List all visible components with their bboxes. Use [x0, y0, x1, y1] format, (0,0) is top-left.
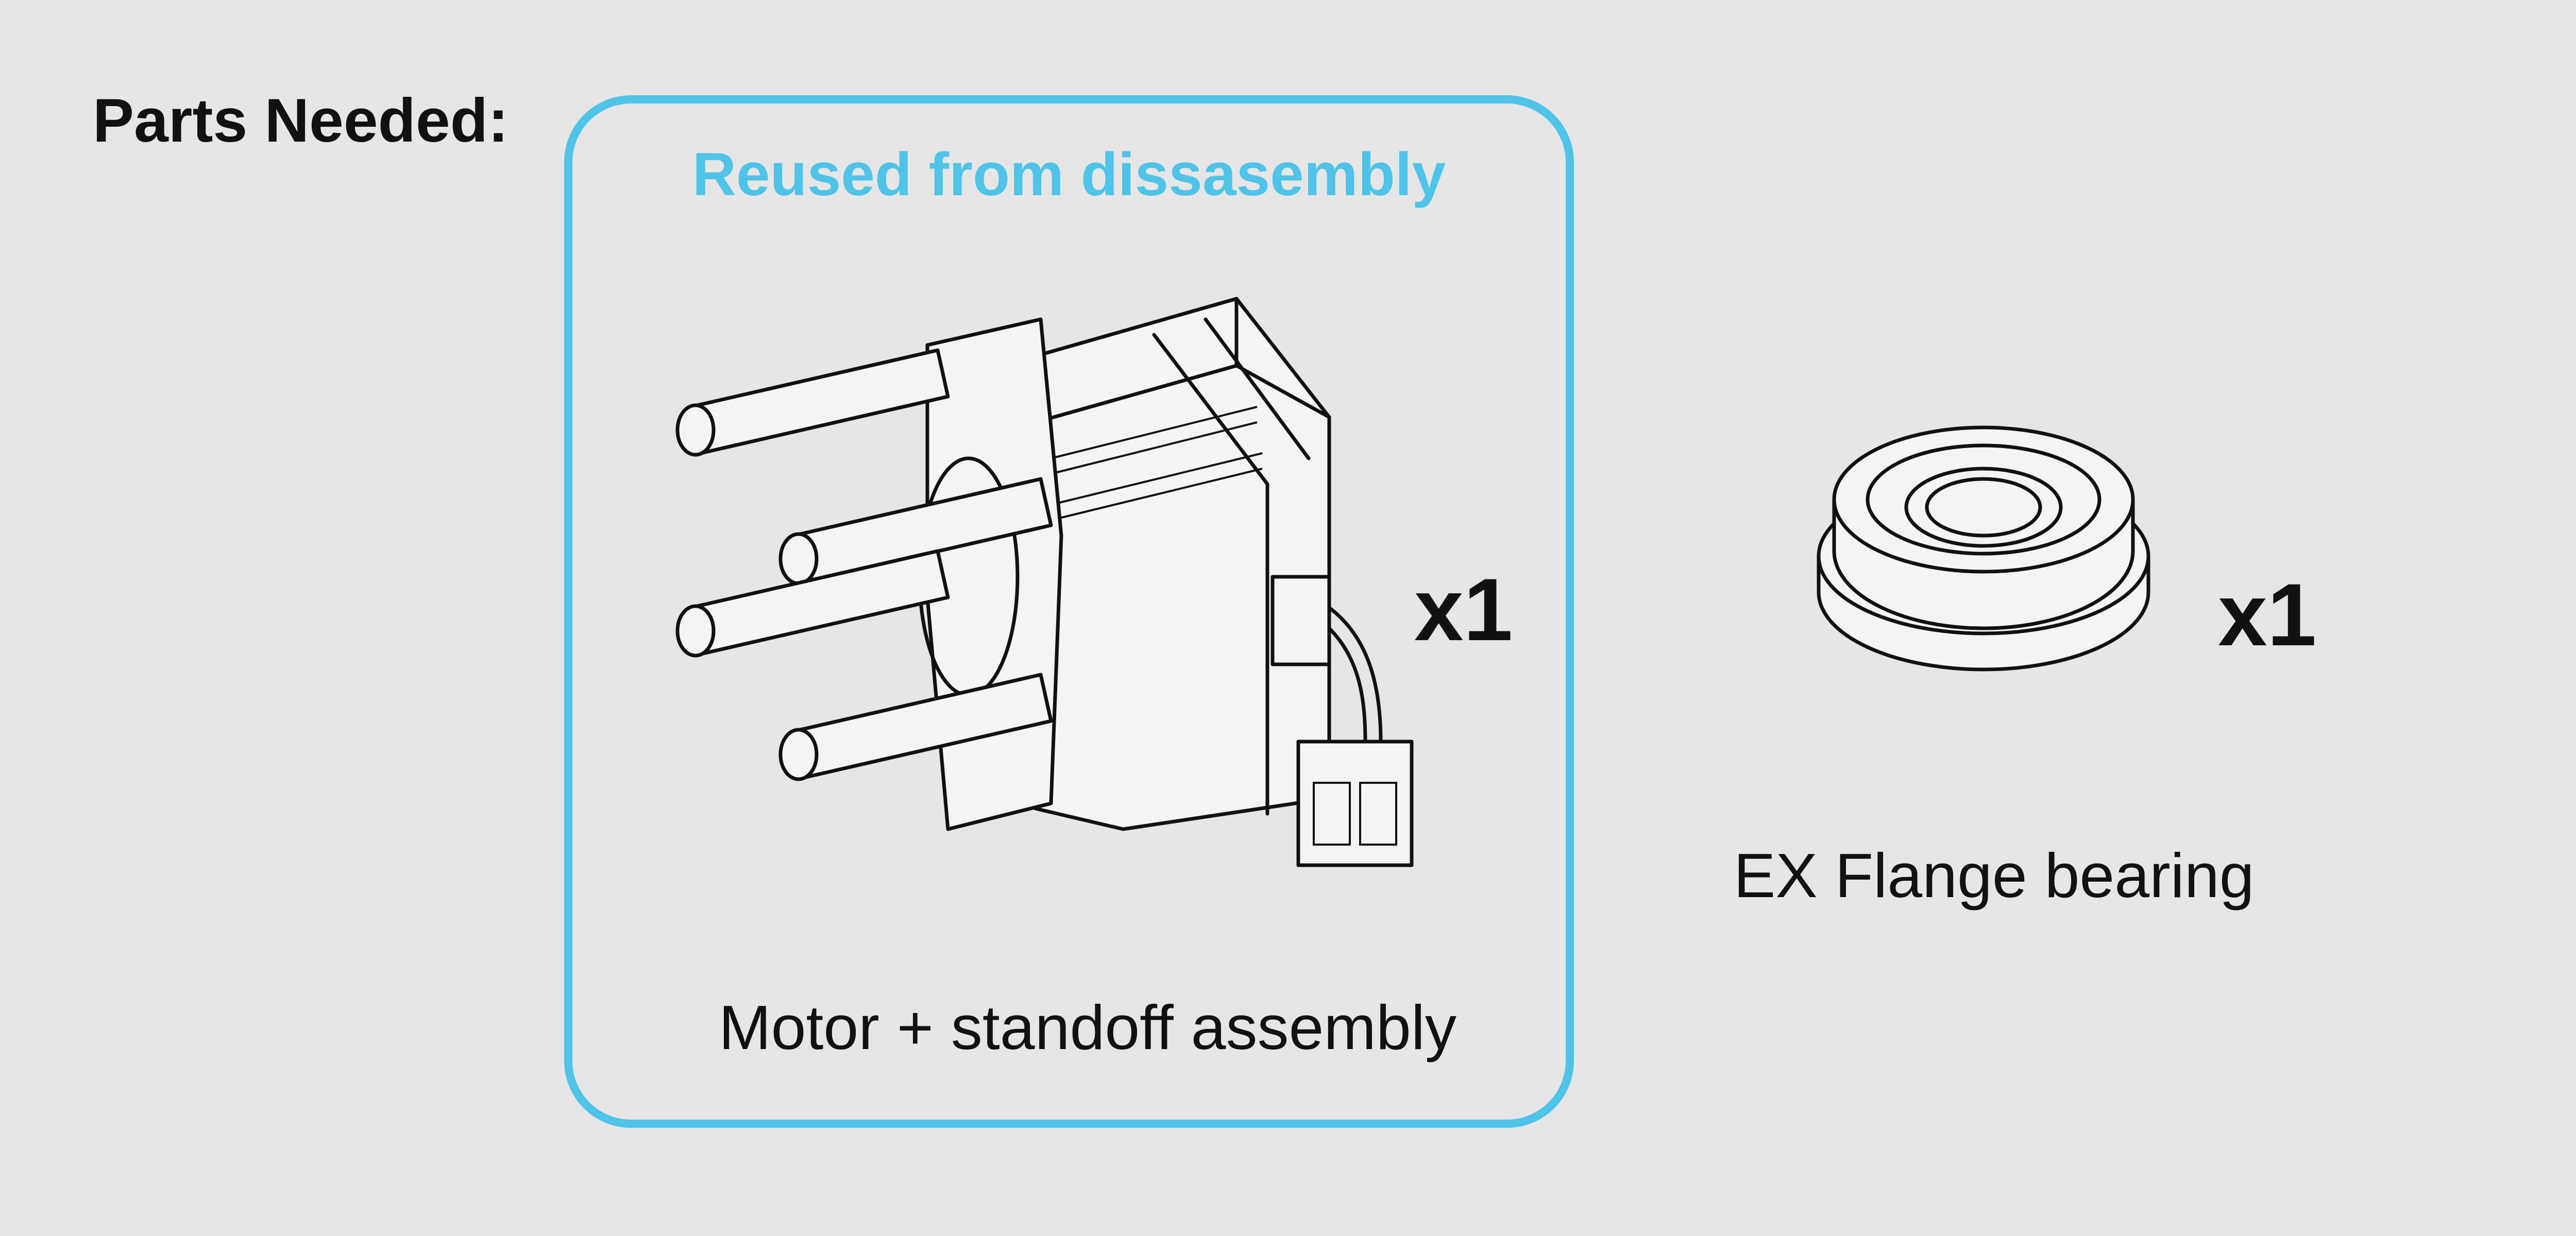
part-quantity: x1 — [1414, 560, 1513, 659]
motor-standoff-assembly-icon — [659, 288, 1391, 906]
reused-box-title: Reused from dissasembly — [692, 141, 1446, 209]
page-heading: Parts Needed: — [93, 86, 509, 155]
part-label: EX Flange bearing — [1734, 840, 2255, 911]
part-label: Motor + standoff assembly — [719, 992, 1456, 1062]
flange-bearing-icon — [1814, 422, 2154, 690]
part-quantity: x1 — [2218, 565, 2317, 664]
